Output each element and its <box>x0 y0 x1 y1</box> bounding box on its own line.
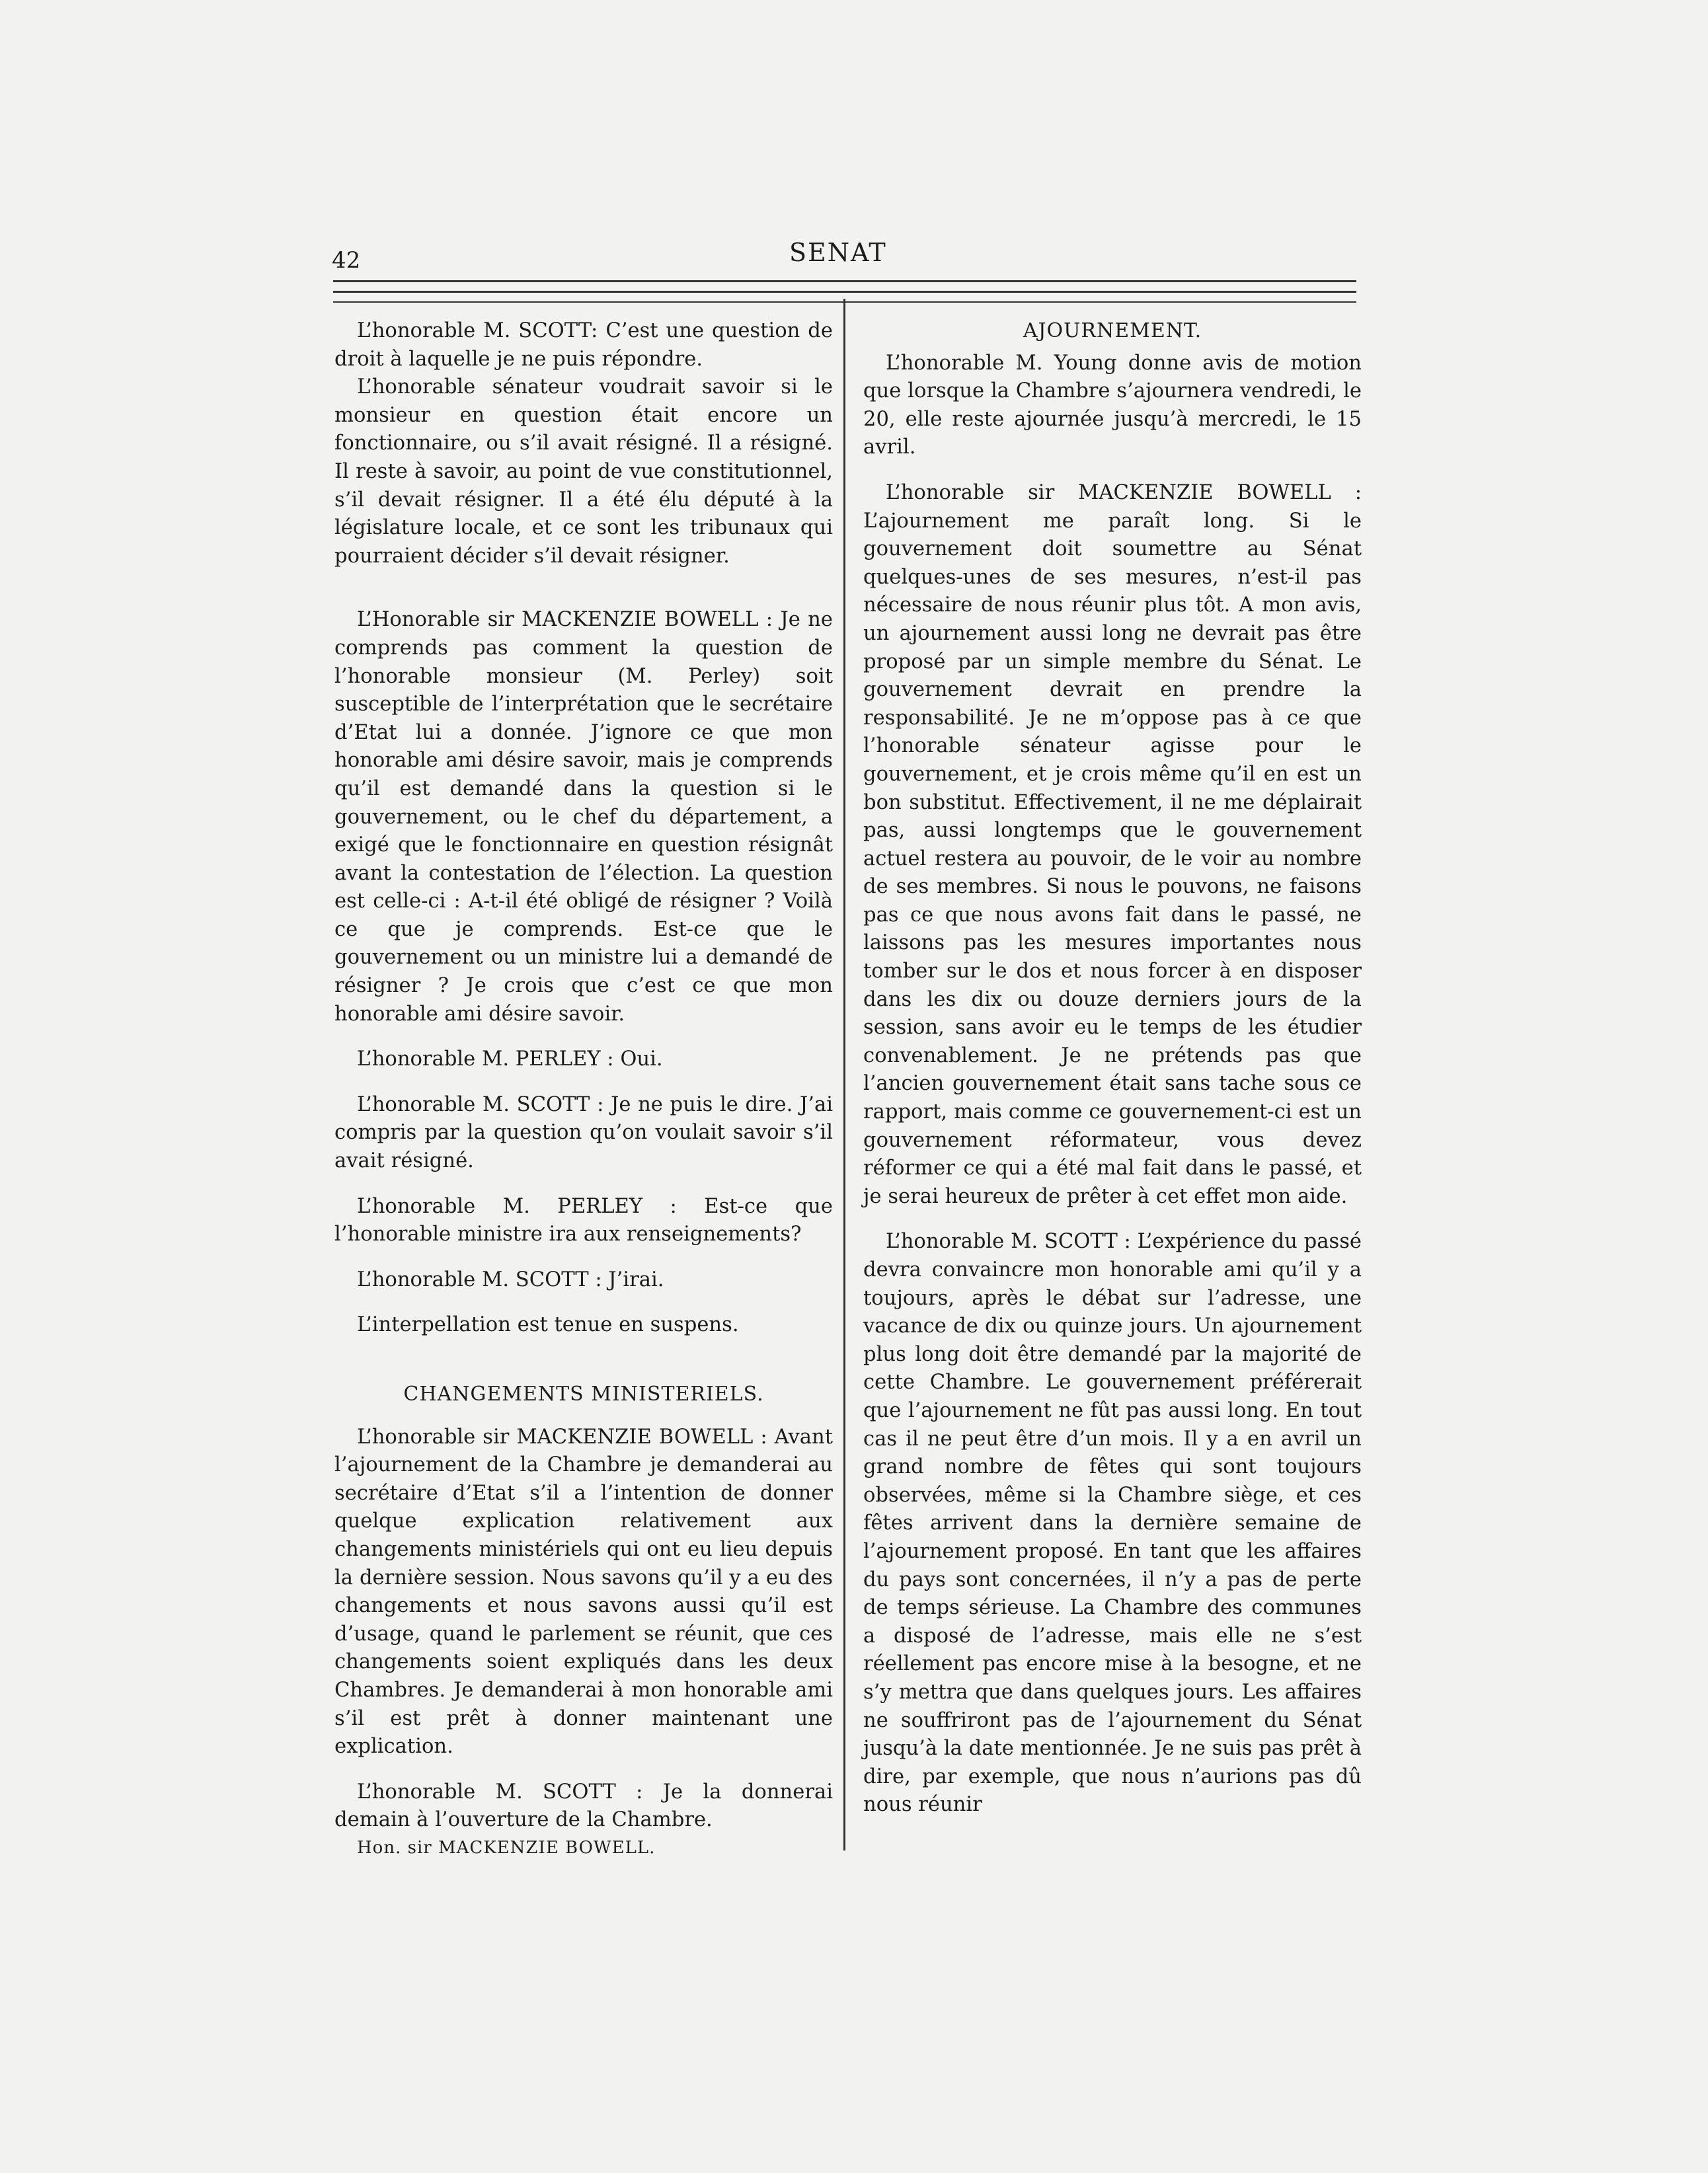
signature: Hon. sir MACKENZIE BOWELL. <box>357 1837 656 1858</box>
header-rule <box>333 280 1356 282</box>
right-column <box>863 317 1362 1819</box>
section-heading: CHANGEMENTS MINISTERIELS. <box>403 1383 764 1406</box>
paragraph: L’honorable M. SCOTT : J’irai. <box>357 1268 664 1291</box>
paragraph: L’honorable M. SCOTT: C’est une question de droit à laquelle je ne puis répondre. <box>334 319 833 371</box>
running-head: SENAT <box>789 238 887 267</box>
paragraph: L’honorable M. Young donne avis de motion que lorsque la Chambre s’ajournera vendredi, le 20, elle reste ajournée jusqu’à mercredi, le 15 avril. <box>863 351 1362 459</box>
paragraph: L’honorable M. PERLEY : Oui. <box>357 1048 663 1071</box>
section-heading: AJOURNEMENT. <box>1023 319 1202 342</box>
left-column <box>334 317 833 1861</box>
paragraph: L’honorable sir MACKENZIE BOWELL : L’ajournement me paraît long. Si le gouvernement doit soumettre au Sénat quelques-unes de ses mesures, n’est-il pas nécessaire de nous réunir plus tôt. A mon avis, un ajournement aussi long ne devrait pas être proposé par un simple membre du Sénat. Le gouvernement devrait en prendre la responsabilité. Je ne m’oppose pas à ce que l’honorable sénateur agisse pour le gouvernement, et je crois même qu’il en est un bon substitut. Effectivement, il ne me déplairait pas, aussi longtemps que le gouvernement actuel restera au pouvoir, de le voir au nombre de ses membres. Si nous le pouvons, ne faisons pas ce que nous avons fait dans le passé, ne laissons pas les mesures importantes nous tomber sur le dos et nous forcer à en disposer dans les dix ou douze derniers jours de la session, sans avoir eu le temps de les étudier convenablement. Je ne prétends pas que l’ancien gouvernement était sans tache sous ce rapport, mais comme ce gouvernement-ci est un gouvernement réformateur, vous devez réformer ce qui a été mal fait dans le passé, et je serai heureux de prêter à cet effet mon aide. <box>863 480 1362 1208</box>
page-number: 42 <box>332 247 361 274</box>
paragraph: L’interpellation est tenue en suspens. <box>357 1313 739 1337</box>
paragraph: L’honorable M. SCOTT : L’expérience du passé devra convaincre mon honorable ami qu’il y a toujours, après le débat sur l’adresse, une vacance de dix ou quinze jours. Un ajournement plus long doit être demandé par la majorité de cette Chambre. Le gouvernement préférerait que l’ajournement ne fût pas aussi long. En tout cas il ne peut être d’un mois. Il y a en avril un grand nombre de fêtes qui sont toujours observées, même si la Chambre siège, et ces fêtes arrivent dans la dernière semaine de l’ajournement proposé. En tant que les affaires du pays sont concernées, il n’y a pas de perte de temps sérieuse. La Chambre des communes a disposé de l’adresse, mais elle ne s’est réellement pas encore mise à la besogne, et ne s’y mettra que dans quelques jours. Les affaires ne souffriront pas de l’ajournement du Sénat jusqu’à la date mentionnée. Je ne suis pas prêt à dire, par exemple, que nous n’aurions pas dû nous réunir <box>863 1230 1362 1817</box>
column-divider <box>843 299 845 1850</box>
paragraph: L’honorable M. SCOTT : Je ne puis le dire. J’ai compris par la question qu’on voulait savoir s’il avait résigné. <box>334 1092 833 1173</box>
paragraph: L’honorable sir MACKENZIE BOWELL : Avant l’ajournement de la Chambre je demanderai au secrétaire d’Etat s’il a l’intention de donner quelque explication relativement aux changements ministériels qui ont eu lieu depuis la dernière session. Nous savons qu’il y a eu des changements et nous savons aussi qu’il est d’usage, quand le parlement se réunit, que ces changements soient expliqués dans les deux Chambres. Je demanderai à mon honorable ami s’il est prêt à donner maintenant une explication. <box>334 1425 833 1759</box>
header-rule <box>333 291 1356 293</box>
paragraph: L’honorable sénateur voudrait savoir si le monsieur en question était encore un fonctionnaire, ou s’il avait résigné. Il a résigné. Il reste à savoir, au point de vue constitutionnel, s’il devait résigner. Il a été élu député à la législature locale, et ce sont les tribunaux qui pourraient décider s’il devait résigner. <box>334 375 833 568</box>
paragraph: L’Honorable sir MACKENZIE BOWELL : Je ne comprends pas comment la question de l’honorable monsieur (M. Perley) soit susceptible de l’interprétation que le secrétaire d’Etat lui a donnée. J’ignore ce que mon honorable ami désire savoir, mais je comprends qu’il est demandé dans la question si le gouvernement, ou le chef du département, a exigé que le fonctionnaire en question résignât avant la contestation de l’élection. La question est celle-ci : A-t-il été obligé de résigner ? Voilà ce que je comprends. Est-ce que le gouvernement ou un ministre lui a demandé de résigner ? Je crois que c’est ce que mon honorable ami désire savoir. <box>334 608 833 1026</box>
paragraph: L’honorable M. SCOTT : Je la donnerai demain à l’ouverture de la Chambre. <box>334 1780 833 1832</box>
paragraph: L’honorable M. PERLEY : Est-ce que l’honorable ministre ira aux renseignements? <box>334 1194 833 1246</box>
